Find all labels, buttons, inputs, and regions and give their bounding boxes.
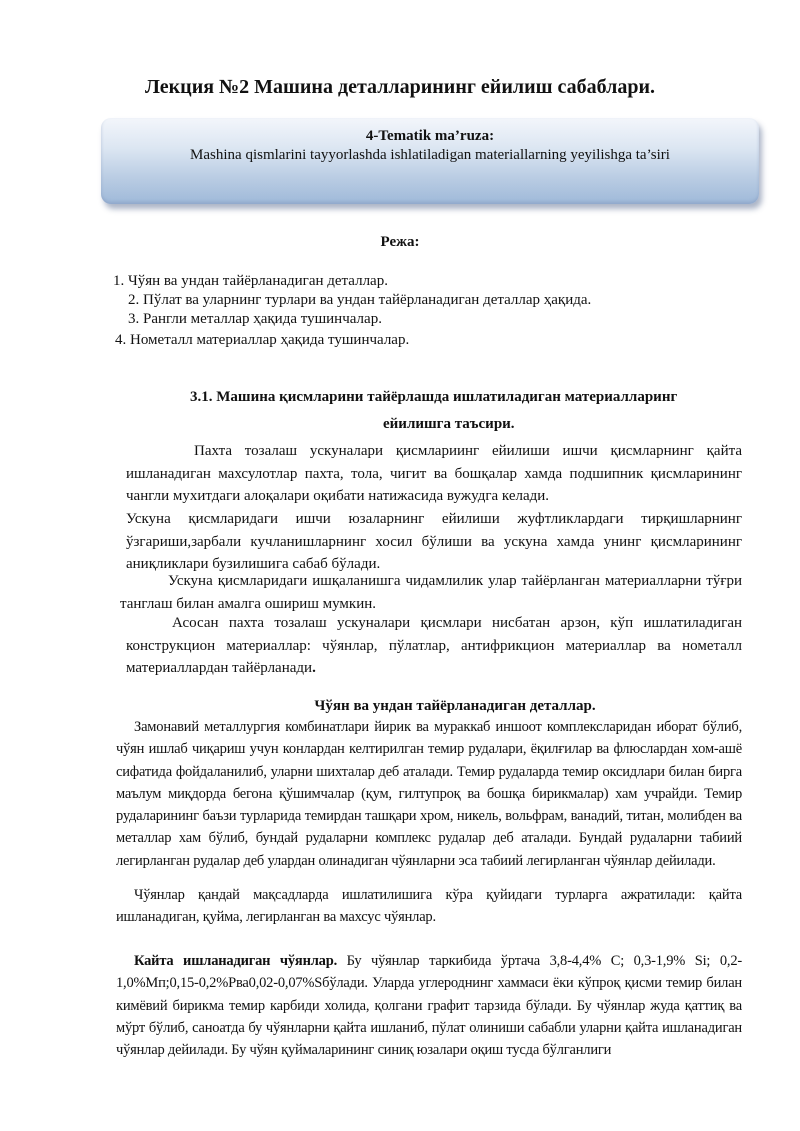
- topic-banner: [101, 118, 759, 204]
- paragraph-bold-lead: Кайта ишланадиган чўянлар.: [134, 953, 338, 969]
- paragraph-end: .: [312, 660, 316, 676]
- plan-heading: Режа:: [380, 234, 420, 250]
- paragraph: [126, 612, 742, 680]
- banner-subtitle: 4-Tematik ma’ruza:: [365, 128, 495, 144]
- banner-text: Mashina qismlarini tayyorlashda ishlatiladigan materiallarning yeyilishga ta’siri: [190, 147, 670, 163]
- paragraph: Чўянлар қандай мақсадларда ишлатилишига кўра қуйидаги турларга ажратилади: қайта ишланадиган, қуйма, легирланган ва махсус чўянлар.: [116, 887, 742, 926]
- paragraph: Ускуна қисмларидаги ишчи юзаларнинг ейилиши жуфтликлардаги тирқишларнинг ўзгариши,зарбали кучланишларнинг хосил бўлиши ва ускуна хамда унинг қисмларининг аниқликлари бузилишига сабаб бўлади.: [126, 511, 742, 572]
- paragraph: Пахта тозалаш ускуналари қисмлариинг ейилиши ишчи қисмларнинг қайта ишланадиган махсулотлар пахта, тола, чигит ва бошқалар хамда подшипник қисмларининг чангли мухитдаги алоқалари оқибати натижасида вужудга келади.: [126, 443, 742, 504]
- paragraph: Замонавий металлургия комбинатлари йирик ва мураккаб иншоот комплексларидан иборат бўлиб, чўян ишлаб чиқариш учун конлардан келтирилган темир рудалари, ёқилғилар ва флюслардан хом-ашё сифатида фойдаланилиб, уларни шихталар деб аталади. Темир рудаларда темир оксидлари билан бирга маълум миқдорда бегона қўшимчалар (қум, гилтупроқ ва бошқа бирикмалар) хам учрайди. Темир рудаларининг баъзи турларида темирдан ташқари хром, никель, вольфрам, ванадий, титан, молибден ва металлар хам бўлиб, бундай рудаларни комплекс рудалар деб аталади. Бундай рудаларни табиий легирланган рудалар деб улардан олинадиган чўянларни эса табиий легирланган чўянлар дейилади.: [116, 719, 742, 869]
- cast-iron-heading: Чўян ва ундан тайёрланадиган деталлар.: [314, 698, 596, 714]
- plan-item: 1. Чўян ва ундан тайёрланадиган деталлар.: [113, 273, 388, 289]
- section-title-line1: 3.1. Машина қисмларини тайёрлашда ишлатиладиган материалларинг: [190, 389, 678, 405]
- page-title: Лекция №2 Машина деталларининг ейилиш сабаблари.: [145, 76, 655, 98]
- section-title-line2: ейилишга таъсири.: [383, 416, 515, 432]
- paragraph: Ускуна қисмларидаги ишқаланишга чидамлилик улар тайёрланган материалларни тўғри танглаш билан амалга ошириш мумкин.: [120, 573, 742, 612]
- plan-item: 2. Пўлат ва уларнинг турлари ва ундан тайёрланадиган деталлар ҳақида.: [128, 292, 592, 308]
- plan-item: 3. Рангли металлар ҳақида тушинчалар.: [128, 311, 382, 327]
- paragraph: [116, 950, 742, 1061]
- paragraph-text: Асосан пахта тозалаш ускуналари қисмлари нисбатан арзон, кўп ишлатиладиган конструкцион материаллар: чўянлар, пўлатлар, антифрикцион материаллар ва нометалл материаллардан тайёрланади: [126, 615, 742, 676]
- paragraph-text: Бу чўянлар таркибида ўртача 3,8-4,4% С; 0,3-1,9% Si; 0,2-1,0%Мп;0,15-0,2%Рва0,02-0,07%Sбўлади. Уларда углероднинг хаммаси ёки кўпроқ қисми темир билан кимёвий бирикма темир карбиди холида, қолгани графит тарзида бўлади. Бу чўянлар жуда қаттиқ ва мўрт бўлиб, саноатда бу чўянларни қайта ишланиб, пўлат олиниши сабабли уларни қайта ишланадиган чўянлар дейилади. Бу чўян қуймаларининг синиқ юзалари оқиш тусда бўлганлиги: [116, 953, 742, 1059]
- plan-item: 4. Нометалл материаллар ҳақида тушинчалар.: [115, 332, 410, 348]
